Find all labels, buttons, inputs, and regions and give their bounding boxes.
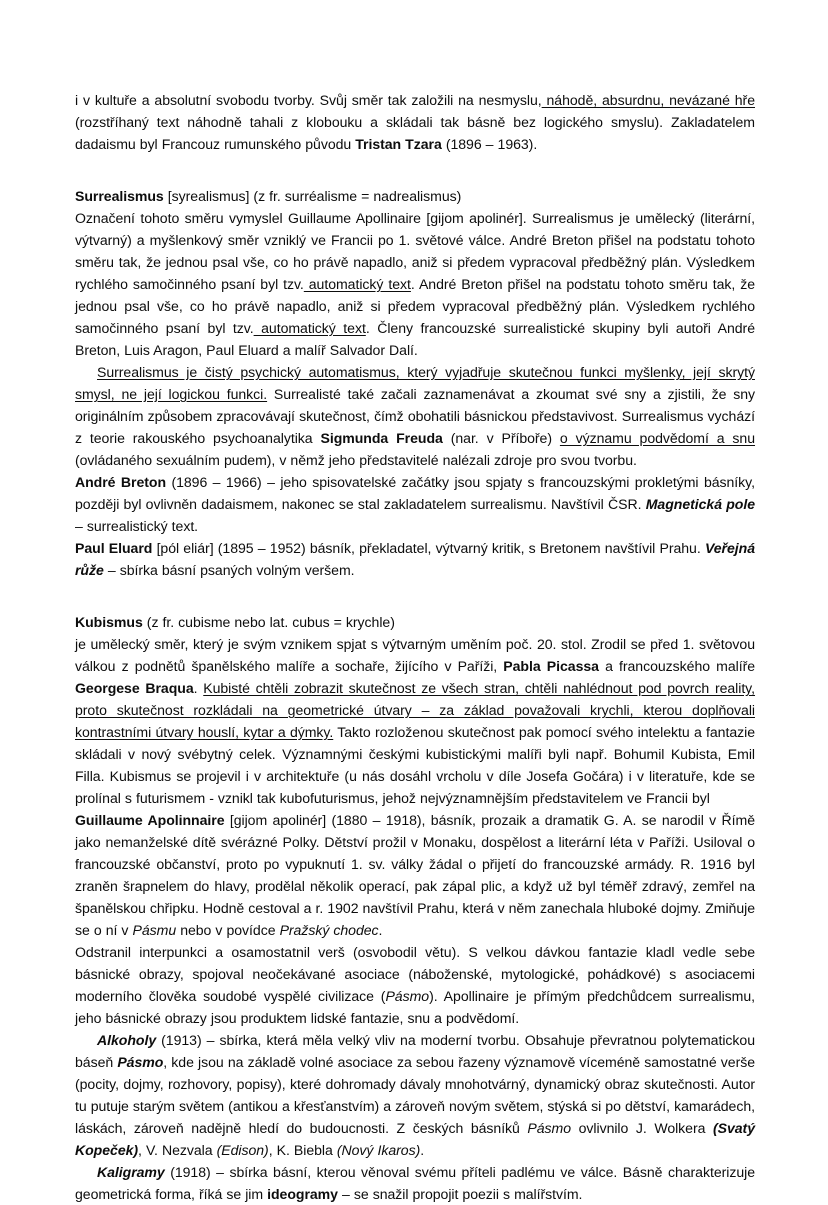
italic-text: (Edison) bbox=[216, 1142, 269, 1158]
italic-text: Pražský chodec bbox=[279, 922, 379, 938]
paragraph-dada-continuation bbox=[75, 89, 755, 155]
body-text: ovlivnilo J. Wolkera bbox=[571, 1120, 713, 1136]
bold-text: Tristan Tzara bbox=[355, 136, 442, 152]
bold-text: ideogramy bbox=[267, 1186, 338, 1202]
body-text: . Členy francouzské surrealistické skupiny byli autoři André Breton, Luis Aragon, Paul Eluard a malíř Salvador Dalí. bbox=[75, 320, 755, 358]
body-text: Označení tohoto směru vymyslel Guillaume Apollinaire [gijom apolinér]. Surrealismus je umělecký (literární, výtvarný) a myšlenkový směr vzniklý ve Francii po 1. světové válce. André Breton přišel na podstatu tohoto směru tak, že jednou psal vše, co ho právě napadlo, aniž si předem vypracoval předběžný plán. Výsledkem rychlého samočinného psaní byl tzv. bbox=[75, 210, 755, 292]
body-text: , K. Biebla bbox=[268, 1142, 337, 1158]
italic-text: Pásmo bbox=[527, 1120, 572, 1136]
body-text: (z fr. cubisme nebo lat. cubus = krychle) bbox=[142, 614, 395, 630]
document-body bbox=[75, 89, 755, 1205]
bold-text: Paul Eluard bbox=[75, 540, 153, 556]
paragraph-surrealismus-body bbox=[75, 207, 755, 361]
paragraph-apollinaire-bio bbox=[75, 809, 755, 941]
bold-text: Guillaume Apolinnaire bbox=[75, 812, 225, 828]
body-text: [gijom apolinér] (1880 – 1918), básník, prozaik a dramatik G. A. se narodil v Římě jako nemanželské dítě svérázné Polky. Dětství prožil v Monaku, dospělost a literární léta v Paříži. Usiloval o francouzské občanství, proto po vypuknutí 1. sv. války žádal o přijetí do francouzské armády. R. 1916 byl zraněn šrapnelem do hlavy, prodělal několik operací, pak zápal plic, a když už byl téměř zdravý, zemřel na španělskou chřipku. Hodně cestoval a r. 1902 navštívil Prahu, která v něm zanechala hluboké dojmy. Zmiňuje se o ní v bbox=[75, 812, 755, 938]
body-text: Takto rozloženou skutečnost pak pomocí svého intelektu a fantazie skládali v nový svébytný celek. Významnými českými kubistickými malíři byli např. Bohumil Kubista, Emil Filla. Kubismus se projevil i v architektuře (u nás dosáhl vrcholu v díle Josefa Gočára) i v literatuře, kde se prolínal s futurismem - vznikl tak kubofuturismus, jehož nejvýznamnějším představitelem ve Francii byl bbox=[75, 724, 755, 806]
bold-text: Sigmunda Freuda bbox=[320, 430, 443, 446]
underlined-text: náhodě, absurdnu, nevázané hře bbox=[541, 92, 755, 108]
bold-text: Georgese Braqua bbox=[75, 680, 194, 696]
bold-italic-text: Alkoholy bbox=[97, 1032, 157, 1048]
underlined-text: automatický text bbox=[253, 320, 366, 336]
bold-italic-text: Veřejná růže bbox=[75, 540, 755, 578]
body-text: (1918) – sbírka básní, kterou věnoval svému příteli padlému ve válce. Básně charakterizuje geometrická forma, říká se jim bbox=[75, 1164, 755, 1202]
bold-italic-text: Kaligramy bbox=[97, 1164, 165, 1180]
paragraph-paul-eluard bbox=[75, 537, 755, 581]
body-text: , V. Nezvala bbox=[138, 1142, 217, 1158]
paragraph-kaligramy bbox=[75, 1161, 755, 1205]
paragraph-kubismus-body bbox=[75, 633, 755, 809]
paragraph-spacer bbox=[75, 581, 755, 611]
body-text: ). Apollinaire je přímým předchůdcem surrealismu, jeho básnické obrazy jsou produktem lidské fantazie, snu a podvědomí. bbox=[75, 988, 755, 1026]
paragraph-andre-breton bbox=[75, 471, 755, 537]
underlined-text: Surrealismus je čistý psychický automatismus, který vyjadřuje skutečnou funkci myšlenky, její skrytý smysl, ne její logickou funkci. bbox=[75, 364, 755, 402]
underlined-text: Kubisté chtěli zobrazit skutečnost ze všech stran, chtěli nahlédnout pod povrch reality, proto skutečnost rozkládali na geometrické útvary – za základ považovali krychli, kterou doplňovali kontrastními útvary houslí, kytar a dýmky. bbox=[75, 680, 756, 740]
body-text: je umělecký směr, který je svým vznikem spjat s výtvarným uměním poč. 20. stol. Zrodil se před 1. světovou válkou z podnětů španělského malíře a sochaře, žijícího v Paříži, bbox=[75, 636, 755, 674]
body-text: , kde jsou na základě volné asociace za sebou řazeny významově víceméně samostatné verše (pocity, dojmy, rozhovory, popisy), které dohromady dávaly mnohotvárný, dynamický obraz skutečnosti. Autor tu putuje starým světem (antikou a křesťanstvím) a zároveň novým světem, stýská si po dětství, kamarádech, láskách, zároveň nadějně hledí do budoucnosti. Z českých básníků bbox=[75, 1054, 755, 1136]
paragraph-kubismus-heading bbox=[75, 611, 755, 633]
underlined-text: automatický text bbox=[303, 276, 411, 292]
body-text: (1913) – sbírka, která měla velký vliv na moderní tvorbu. Obsahuje převratnou polytematickou báseň bbox=[75, 1032, 755, 1070]
body-text: (ovládaného sexuálním pudem), v němž jeho představitelé nalézali zdroje pro svou tvorbu. bbox=[75, 452, 637, 468]
bold-text: Surrealismus bbox=[75, 188, 164, 204]
body-text: . bbox=[420, 1142, 425, 1158]
underlined-text: o významu podvědomí a snu bbox=[559, 430, 756, 446]
italic-text: Pásmu bbox=[132, 922, 177, 938]
paragraph-spacer bbox=[75, 155, 755, 185]
body-text: [pól eliár] (1895 – 1952) básník, překladatel, výtvarný kritik, s Bretonem navštívil Prahu. bbox=[152, 540, 705, 556]
bold-text: Kubismus bbox=[75, 614, 143, 630]
body-text: i v kultuře a absolutní svobodu tvorby. Svůj směr tak založili na nesmyslu, bbox=[75, 92, 542, 108]
body-text: (1896 – 1963). bbox=[441, 136, 538, 152]
body-text: Odstranil interpunkci a osamostatnil verš (osvobodil větu). S velkou dávkou fantazie kladl vedle sebe básnické obrazy, spojoval neočekávané asociace (náboženské, mytologické, pohádkové) s asociacemi moderního člověka soudobé vyspělé civilizace ( bbox=[75, 944, 755, 1004]
italic-text: Pásmo bbox=[385, 988, 430, 1004]
body-text: nebo v povídce bbox=[176, 922, 280, 938]
body-text: (1896 – 1966) – jeho spisovatelské začátky jsou spjaty s francouzskými prokletými básníky, později byl ovlivněn dadaismem, nakonec se stal zakladatelem surrealismu. Navštívil ČSR. bbox=[75, 474, 755, 512]
bold-italic-text: (Svatý Kopeček) bbox=[75, 1120, 755, 1158]
body-text: Surrealisté také začali zaznamenávat a zkoumat své sny a zjistili, že sny originálním způsobem zpracovávají skutečnost, čímž obohatili básnickou představivost. Surrealismus vychází z teorie rakouského psychoanalytika bbox=[75, 386, 756, 446]
body-text: – sbírka básní psaných volným veršem. bbox=[103, 562, 355, 578]
paragraph-surrealismus-definition bbox=[75, 361, 755, 471]
paragraph-surrealismus-heading bbox=[75, 185, 755, 207]
paragraph-alkoholy bbox=[75, 1029, 755, 1161]
paragraph-apollinaire-poetics bbox=[75, 941, 755, 1029]
body-text: [syrealismus] (z fr. surréalisme = nadrealismus) bbox=[163, 188, 462, 204]
italic-text: (Nový Ikaros) bbox=[336, 1142, 421, 1158]
body-text: – surrealistický text. bbox=[75, 518, 199, 534]
body-text: . bbox=[193, 680, 204, 696]
body-text: . André Breton přišel na podstatu tohoto směru tak, že jednou psal vše, co ho právě napadlo, aniž si předem vypracoval předběžný plán. Výsledkem rychlého samočinného psaní byl tzv. bbox=[75, 276, 755, 336]
bold-italic-text: Pásmo bbox=[117, 1054, 164, 1070]
bold-italic-text: Magnetická pole bbox=[645, 496, 755, 512]
bold-text: André Breton bbox=[75, 474, 167, 490]
body-text: (rozstříhaný text náhodně tahali z klobouku a skládali tak básně bez logického smyslu). Zakladatelem dadaismu byl Francouz rumunského původu bbox=[75, 114, 755, 152]
bold-text: Pabla Picassa bbox=[503, 658, 599, 674]
body-text: – se snažil propojit poezii s malířstvím. bbox=[337, 1186, 583, 1202]
body-text: (nar. v Příboře) bbox=[442, 430, 560, 446]
body-text: . bbox=[378, 922, 383, 938]
body-text: a francouzského malíře bbox=[598, 658, 756, 674]
